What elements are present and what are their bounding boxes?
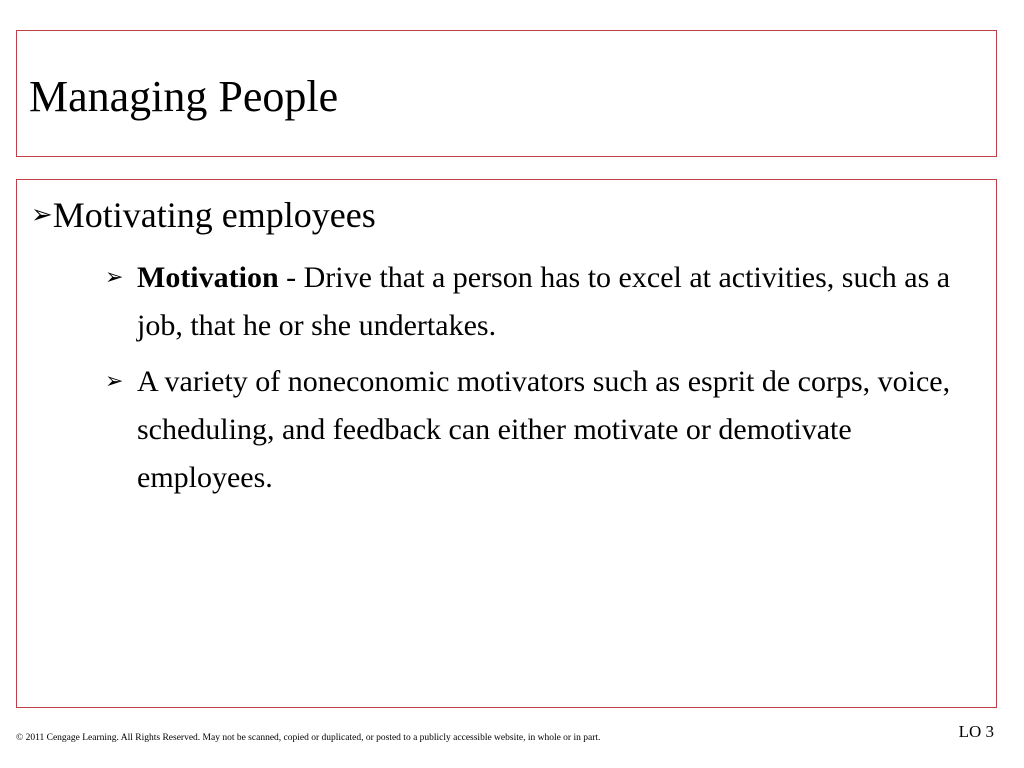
bullet-l2-text: A variety of noneconomic motivators such as esprit de corps, voice, scheduling, and feedback can either motivate or demotivate employees. xyxy=(137,365,951,494)
arrow-bullet-icon: ➢ xyxy=(31,200,53,230)
arrow-bullet-icon: ➢ xyxy=(105,265,124,290)
slide-title: Managing People xyxy=(29,72,339,121)
arrow-bullet-icon: ➢ xyxy=(105,369,124,394)
bullet-motivating-employees xyxy=(31,194,376,236)
content-box xyxy=(16,179,997,708)
learning-objective-label: LO 3 xyxy=(958,722,994,741)
definition-text: - Drive that a person has to excel at activities, such as a job, that he or she undertakes. xyxy=(137,261,951,342)
bullet-motivation-definition xyxy=(105,254,975,350)
term-motivation: Motivation xyxy=(137,261,279,294)
copyright-footer: © 2011 Cengage Learning. All Rights Reserved. May not be scanned, copied or duplicated, or posted to a publicly accessible website, in whole or in part. xyxy=(16,733,601,743)
title-box xyxy=(16,30,997,157)
bullet-noneconomic-motivators xyxy=(105,358,975,502)
bullet-l1-text: Motivating employees xyxy=(52,195,376,235)
